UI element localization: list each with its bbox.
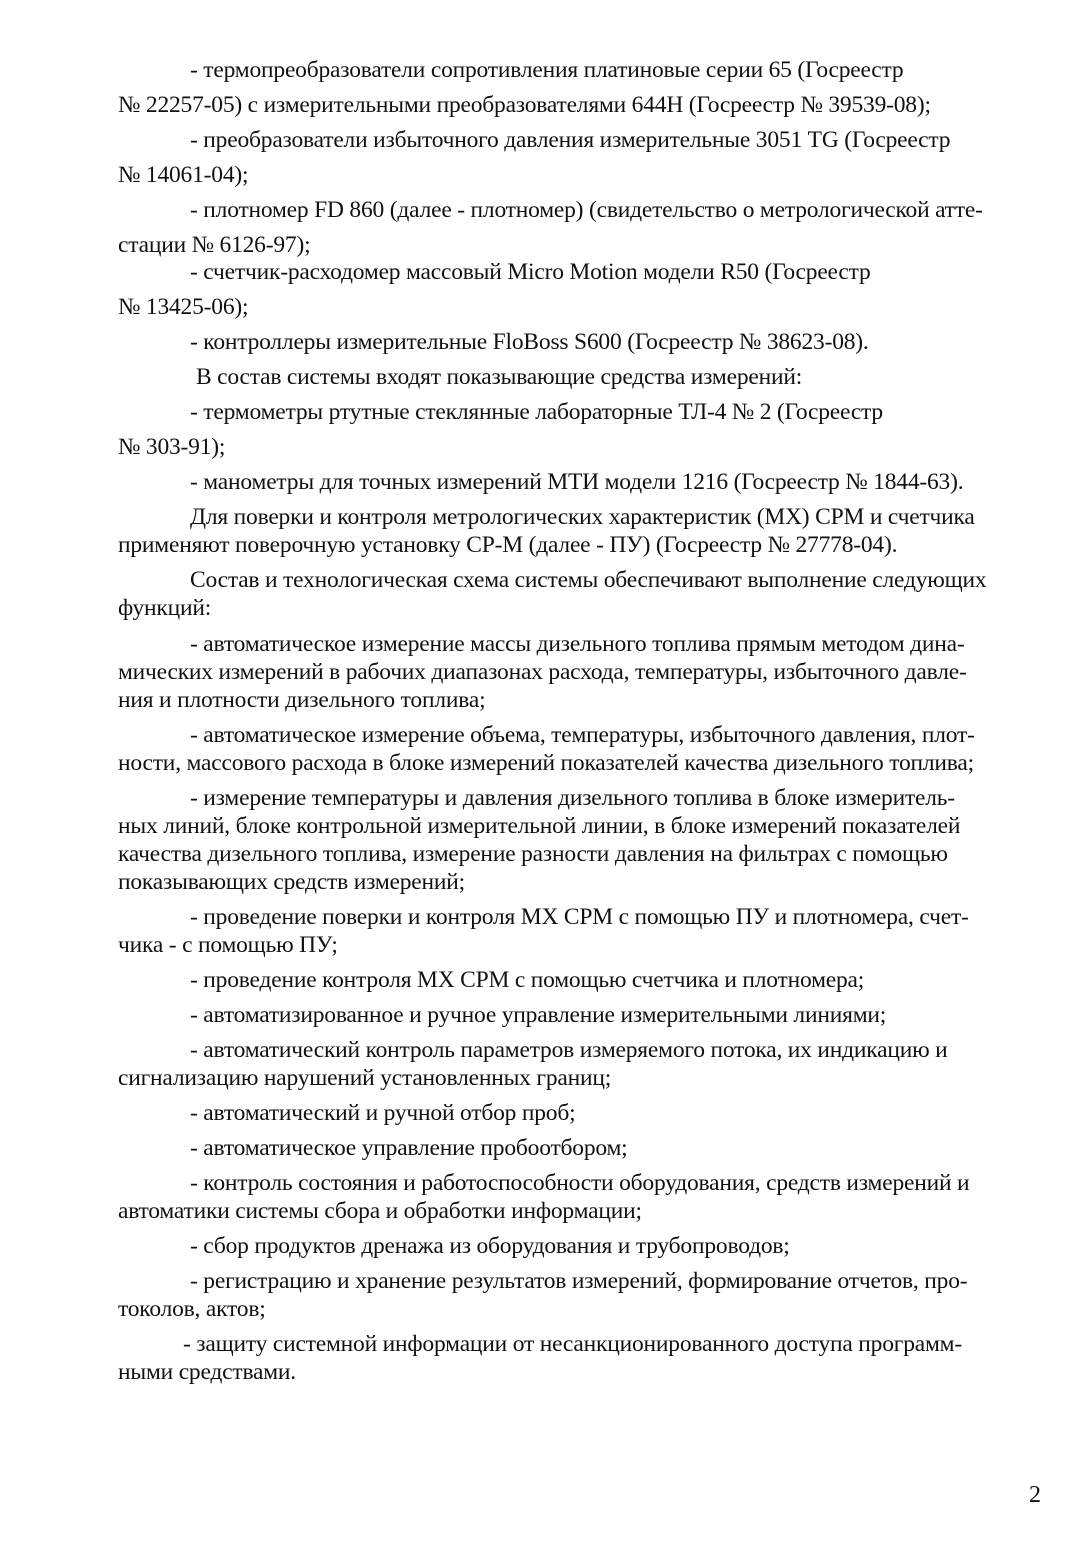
text-line: ния и плотности дизельного топлива; [118,687,486,713]
text-line: - счетчик-расходомер массовый Micro Motion модели R50 (Госреестр [190,259,871,285]
text-line: ных линий, блоке контрольной измерительной линии, в блоке измерений показателей [118,813,961,839]
text-line: - преобразователи избыточного давления измерительные 3051 TG (Госреестр [190,127,951,153]
text-line: Состав и технологическая схема системы обеспечивают выполнение следующих [190,567,987,593]
text-line: токолов, актов; [118,1296,266,1322]
text-line: - манометры для точных измерений МТИ модели 1216 (Госреестр № 1844-63). [190,469,964,495]
text-line: - автоматический и ручной отбор проб; [190,1100,576,1126]
text-line: сигнализацию нарушений установленных границ; [118,1065,612,1091]
page-number: 2 [1029,1482,1041,1508]
text-line: показывающих средств измерений; [118,869,465,895]
text-line: - контроллеры измерительные FloBoss S600 (Госреестр № 38623-08). [190,329,869,355]
text-line: Для поверки и контроля метрологических характеристик (МХ) СРМ и счетчика [190,504,975,530]
text-line: применяют поверочную установку СР-М (далее - ПУ) (Госреестр № 27778-04). [118,532,898,558]
text-line: - контроль состояния и работоспособности оборудования, средств измерений и [190,1170,970,1196]
text-line: мических измерений в рабочих диапазонах расхода, температуры, избыточного давле- [118,659,967,685]
text-line: - проведение контроля МХ СРМ с помощью счетчика и плотномера; [190,967,865,993]
text-line: чика - с помощью ПУ; [118,932,338,958]
text-line: - измерение температуры и давления дизельного топлива в блоке измеритель- [190,785,955,811]
text-line: ными средствами. [118,1359,296,1385]
text-line: - автоматический контроль параметров измеряемого потока, их индикацию и [190,1037,948,1063]
text-line: № 303-91); [118,434,226,460]
text-line: стации № 6126-97); [118,232,311,258]
text-line: - регистрацию и хранение результатов измерений, формирование отчетов, про- [190,1268,968,1294]
text-line: качества дизельного топлива, измерение разности давления на фильтрах с помощью [118,841,948,867]
text-line: № 14061-04); [118,162,249,188]
text-line: - термометры ртутные стеклянные лабораторные ТЛ-4 № 2 (Госреестр [190,399,883,425]
text-line: № 22257-05) с измерительными преобразователями 644H (Госреестр № 39539-08); [118,92,931,118]
text-line: функций: [118,595,212,621]
text-line: - автоматизированное и ручное управление измерительными линиями; [190,1002,887,1028]
text-line: № 13425-06); [118,294,249,320]
text-line: - сбор продуктов дренажа из оборудования и трубопроводов; [190,1233,790,1259]
text-line: ности, массового расхода в блоке измерений показателей качества дизельного топлива; [118,750,974,776]
text-line: - плотномер FD 860 (далее - плотномер) (свидетельство о метрологической атте- [190,197,983,223]
text-line: - защиту системной информации от несанкционированного доступа программ- [183,1331,962,1357]
text-line: автоматики системы сбора и обработки информации; [118,1198,642,1224]
text-line: В состав системы входят показывающие средства измерений: [196,364,803,390]
text-line: - автоматическое управление пробоотбором; [190,1135,628,1161]
text-line: - термопреобразователи сопротивления платиновые серии 65 (Госреестр [190,57,904,83]
text-line: - проведение поверки и контроля МХ СРМ с помощью ПУ и плотномера, счет- [190,904,969,930]
text-line: - автоматическое измерение объема, температуры, избыточного давления, плот- [190,722,975,748]
text-line: - автоматическое измерение массы дизельного топлива прямым методом дина- [190,631,965,657]
